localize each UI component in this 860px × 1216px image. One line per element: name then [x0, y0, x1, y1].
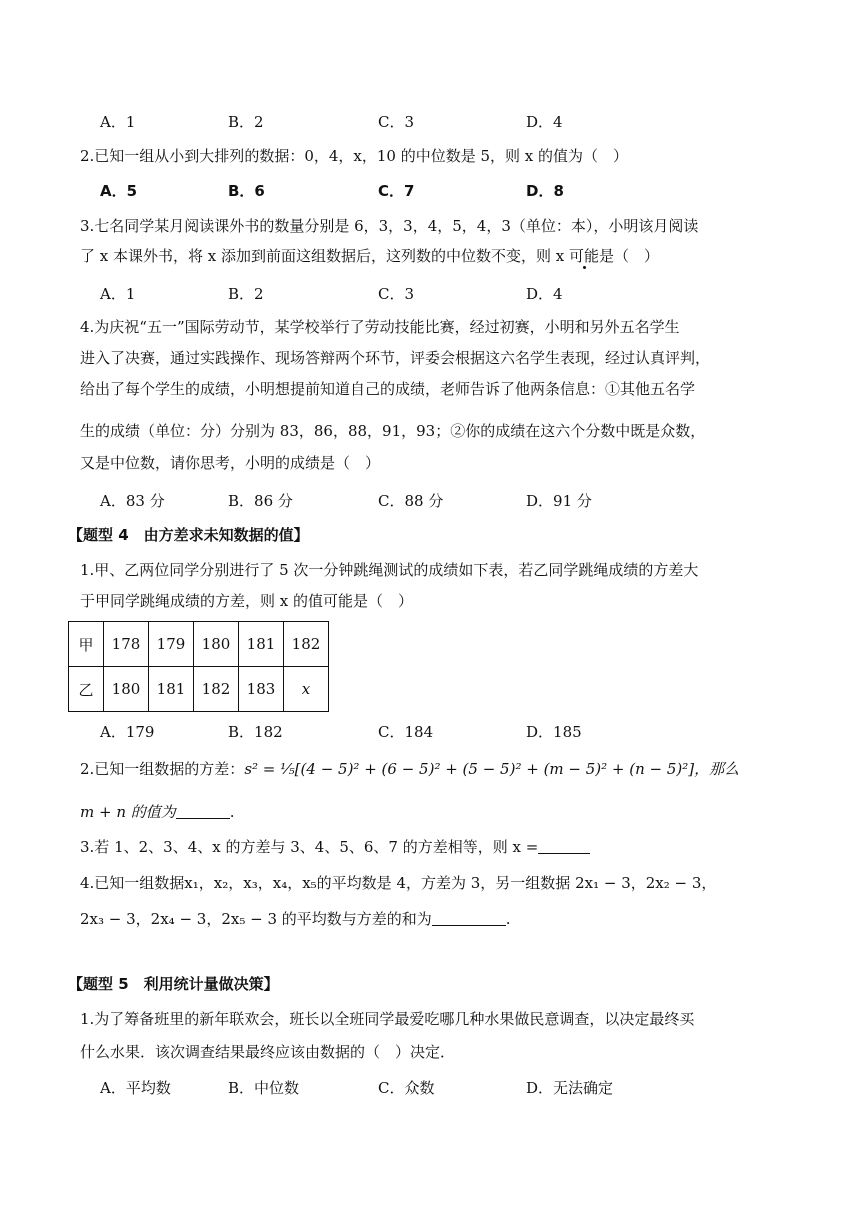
s5-option-c: C．众数	[378, 1079, 435, 1097]
question-3-line2	[80, 245, 659, 267]
variance-formula: s² = ⅕[(4 − 5)² + (6 − 5)² + (5 − 5)² + (m − 5)² + (n − 5)²]，那么	[244, 760, 740, 778]
period: .	[505, 910, 511, 928]
table-cell: 182	[284, 622, 329, 667]
question-4-line5: 又是中位数，请你思考，小明的成绩是（ ）	[80, 454, 381, 472]
question-3-line1: 3.七名同学某月阅读课外书的数量分别是 6，3，3，4，5，4，3（单位：本），小明该月阅读	[80, 217, 699, 235]
section-4-heading: 【题型 4 由方差求未知数据的值】	[68, 526, 309, 544]
s5-option-d: D．无法确定	[526, 1079, 614, 1097]
s4-question-1-line2: 于甲同学跳绳成绩的方差，则 x 的值可能是（ ）	[80, 592, 413, 610]
q4-option-b: B．86 分	[228, 492, 293, 510]
s4-question-2-line1	[80, 758, 739, 780]
option-d: D．4	[526, 113, 563, 131]
table-cell: 182	[194, 667, 239, 712]
q3-option-b: B．2	[228, 285, 264, 303]
answer-blank[interactable]	[176, 802, 230, 819]
question-4-line4: 生的成绩（单位：分）分别为 83，86，88，91，93；②你的成绩在这六个分数中既是众数，	[80, 422, 706, 440]
row-label: 乙	[69, 667, 104, 712]
table-cell: 181	[149, 667, 194, 712]
s4-question-1-line1: 1.甲、乙两位同学分别进行了 5 次一分钟跳绳测试的成绩如下表，若乙同学跳绳成绩的方差大	[80, 561, 699, 579]
s4-q1-option-c: C．184	[378, 723, 434, 741]
s4-q3-text: 3.若 1、2、3、4、x 的方差与 3、4、5、6、7 的方差相等，则 x =	[80, 838, 539, 856]
question-4-line3: 给出了每个学生的成绩，小明想提前知道自己的成绩，老师告诉了他两条信息：①其他五名学	[80, 380, 696, 398]
table-row	[69, 667, 329, 712]
row-label: 甲	[69, 622, 104, 667]
s4-q1-option-d: D．185	[526, 723, 582, 741]
s4-q2-prefix: 2.已知一组数据的方差：	[80, 760, 245, 778]
table-cell: 183	[239, 667, 284, 712]
table-cell: 178	[104, 622, 149, 667]
score-table	[68, 621, 329, 712]
table-cell: 180	[194, 622, 239, 667]
q2-option-c: C．7	[378, 182, 415, 200]
q3-option-a: A．1	[100, 285, 136, 303]
q2-option-b: B．6	[228, 182, 265, 200]
table-cell: 181	[239, 622, 284, 667]
q3-option-d: D．4	[526, 285, 563, 303]
question-4-line1: 4.为庆祝“五一”国际劳动节，某学校举行了劳动技能比赛，经过初赛，小明和另外五名学生	[80, 318, 680, 336]
q4-option-c: C．88 分	[378, 492, 444, 510]
q2-option-d: D．8	[526, 182, 564, 200]
question-4-line2: 进入了决赛，通过实践操作、现场答辩两个环节，评委会根据这六名学生表现，经过认真评判，	[80, 349, 711, 367]
s4-question-2-line2	[80, 801, 235, 823]
s4-q4-text: 2x₃ − 3，2x₄ − 3，2x₅ − 3 的平均数与方差的和为	[80, 910, 432, 928]
question-3-line2-text: 了 x 本课外书，将 x 添加到前面这组数据后，这列数的中位数不变，则 x	[80, 247, 569, 265]
s4-question-3	[80, 836, 590, 858]
table-cell: 179	[149, 622, 194, 667]
answer-blank[interactable]	[538, 837, 590, 854]
q4-option-d: D．91 分	[526, 492, 592, 510]
s4-q1-option-b: B．182	[228, 723, 283, 741]
s5-option-b: B．中位数	[228, 1079, 300, 1097]
q4-option-a: A．83 分	[100, 492, 165, 510]
s4-q2-text: m + n 的值为	[80, 803, 176, 821]
table-cell: x	[284, 667, 329, 712]
option-b: B．2	[228, 113, 264, 131]
option-c: C．3	[378, 113, 415, 131]
s5-question-1-line2: 什么水果．该次调查结果最终应该由数据的（ ）决定．	[80, 1043, 456, 1061]
s5-question-1-line1: 1.为了筹备班里的新年联欢会，班长以全班同学最爱吃哪几种水果做民意调查，以决定最终买	[80, 1010, 695, 1028]
table-cell: 180	[104, 667, 149, 712]
question-2-text: 2.已知一组从小到大排列的数据：0，4，x，10 的中位数是 5，则 x 的值为（ ）	[80, 147, 629, 165]
answer-blank[interactable]	[432, 909, 506, 926]
s4-q1-option-a: A．179	[100, 723, 155, 741]
q2-option-a: A．5	[100, 182, 138, 200]
period: .	[229, 803, 235, 821]
s5-option-a: A．平均数	[100, 1079, 171, 1097]
s4-question-4-line1: 4.已知一组数据x₁，x₂，x₃，x₄，x₅的平均数是 4，方差为 3，另一组数据 2x₁ − 3，2x₂ − 3，	[80, 874, 717, 892]
section-5-heading: 【题型 5 利用统计量做决策】	[68, 975, 279, 993]
option-a: A．1	[100, 113, 136, 131]
question-3-line2-end: 是（ ）	[599, 247, 660, 265]
emphasis-dots: 可能	[569, 247, 600, 265]
s4-question-4-line2	[80, 908, 511, 930]
table-row	[69, 622, 329, 667]
q3-option-c: C．3	[378, 285, 415, 303]
